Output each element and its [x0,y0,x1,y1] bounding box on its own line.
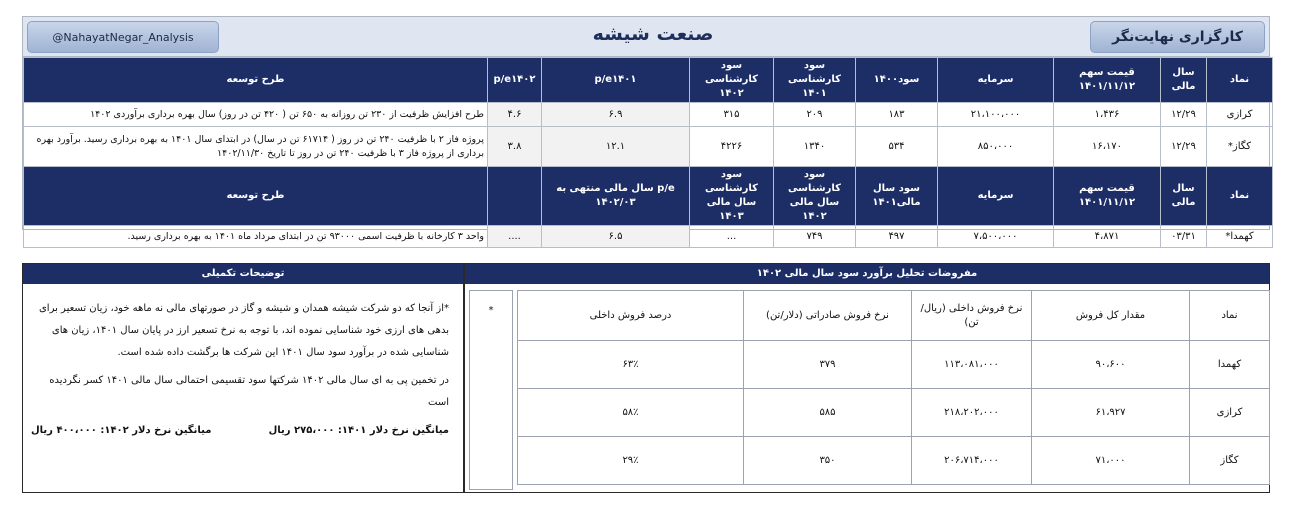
cell: ۱۲.۱ [542,127,690,167]
cell: ۱۱۳،۰۸۱،۰۰۰ [912,341,1032,389]
cell: کهمدا* [1207,226,1273,248]
cell: کهمدا [1190,341,1270,389]
cell: ۷۱،۰۰۰ [1032,437,1190,485]
cell: ۶.۹ [542,103,690,127]
cell: ... [690,226,774,248]
table-row [518,437,1270,485]
col-header: سود کارشناسی سال مالی ۱۴۰۳ [690,167,774,226]
col-header: قیمت سهم ۱۴۰۱/۱۱/۱۲ [1054,167,1161,226]
valuation-table [23,57,1273,248]
cell: ۷۴۹ [774,226,856,248]
cell: ۵۳۴ [856,127,938,167]
col-header: نماد [1190,291,1270,341]
cell: ۱۲/۲۹ [1161,103,1207,127]
col-header: p/e سال مالی منتهی به ۱۴۰۲/۰۳ [542,167,690,226]
table-row [24,127,1273,167]
table-row [518,341,1270,389]
cell: ۲۱،۱۰۰،۰۰۰ [938,103,1054,127]
table-row [24,103,1273,127]
cell: ۱۶،۱۷۰ [1054,127,1161,167]
rates-row [31,420,449,442]
col-header: طرح توسعه [24,167,488,226]
rate-1402: میانگین نرخ دلار ۱۴۰۲: ۴۰۰،۰۰۰ ریال [31,425,212,436]
cell: ۶۱،۹۲۷ [1032,389,1190,437]
notes-body [23,284,463,442]
handle-badge: @NahayatNegar_Analysis [27,21,219,53]
cell: کرازی [1190,389,1270,437]
table-row [24,226,1273,248]
cell: ۶۳٪ [518,341,744,389]
col-header: درصد فروش داخلی [518,291,744,341]
col-header: سال مالی [1161,58,1207,103]
col-header: سرمایه [938,167,1054,226]
cell: ۳۷۹ [744,341,912,389]
table-header-row [24,58,1273,103]
cell: ۳.۸ [488,127,542,167]
col-header: نماد [1207,58,1273,103]
cell: .... [488,226,542,248]
assumptions-panel [464,263,1270,493]
col-header: سال مالی [1161,167,1207,226]
cell: پروژه فاز ۲ با ظرفیت ۲۴۰ تن در روز ( ۶۱۷۱۴ تن در سال) در ابتدای سال ۱۴۰۱ به بهره برداری رسید. برآورد بهره برداری از پروژه فاز ۳ با ظرفیت ۲۴۰ تن در روز تا تاریخ ۱۴۰۲/۱۱/۳۰ [24,127,488,167]
notes-title: توضیحات تکمیلی [23,264,463,284]
col-header: سود کارشناسی ۱۴۰۲ [690,58,774,103]
col-header: سود کارشناسی ۱۴۰۱ [774,58,856,103]
table-header-row [24,167,1273,226]
col-header: p/e۱۴۰۱ [542,58,690,103]
cell: کرازی [1207,103,1273,127]
assumptions-title: مفروضات تحلیل برآورد سود سال مالی ۱۴۰۲ [465,264,1269,284]
firm-badge: کارگزاری نهایت‌نگر [1090,21,1265,53]
table-row [518,389,1270,437]
assumptions-table [517,290,1270,485]
top-panel [22,16,1270,242]
col-header: نماد [1207,167,1273,226]
cell: کگاز [1190,437,1270,485]
cell: ۴،۸۷۱ [1054,226,1161,248]
cell: ۵۸٪ [518,389,744,437]
col-header: سود سال مالی۱۴۰۱ [856,167,938,226]
notes-panel [22,263,464,493]
cell: ۱۸۳ [856,103,938,127]
cell: ۴۲۲۶ [690,127,774,167]
col-header: p/e۱۴۰۲ [488,58,542,103]
cell: ۲۹٪ [518,437,744,485]
cell: ۴۹۷ [856,226,938,248]
cell: ۵۸۵ [744,389,912,437]
col-header: طرح توسعه [24,58,488,103]
col-header: نرخ فروش داخلی (ریال/تن) [912,291,1032,341]
col-header [488,167,542,226]
note-paragraph: *از آنجا که دو شرکت شیشه همدان و شیشه و گاز در صورتهای مالی نه ماهه خود، زیان تسعیر برای بدهی های ارزی خود شناسایی نموده اند، با توجه به نرخ تسعیر ارز در پایان سال ۱۴۰۱، زیان های شناسایی شده در برآورد سود سال ۱۴۰۱ این شرکت ها برگشت داده شده است. [38,303,449,358]
col-header: سرمایه [938,58,1054,103]
cell: ۴.۶ [488,103,542,127]
cell: ۰۳/۳۱ [1161,226,1207,248]
col-header: مقدار کل فروش [1032,291,1190,341]
star-marker: * [469,290,513,490]
col-header: سود۱۴۰۰ [856,58,938,103]
cell: طرح افزایش ظرفیت از ۲۳۰ تن روزانه به ۶۵۰ تن ( ۴۲۰ تن در روز) سال بهره برداری برآوردی ۱۴۰۲ [24,103,488,127]
cell: ۱،۴۳۶ [1054,103,1161,127]
cell: ۳۱۵ [690,103,774,127]
cell: ۱۲/۲۹ [1161,127,1207,167]
col-header: قیمت سهم ۱۴۰۱/۱۱/۱۲ [1054,58,1161,103]
cell: ۸۵۰،۰۰۰ [938,127,1054,167]
cell: ۶.۵ [542,226,690,248]
page-title: صنعت شیشه [592,23,714,45]
cell: ۲۱۸،۲۰۲،۰۰۰ [912,389,1032,437]
col-header: نرخ فروش صادراتی (دلار/تن) [744,291,912,341]
cell: ۲۰۶،۷۱۴،۰۰۰ [912,437,1032,485]
note-paragraph: در تخمین پی به ای سال مالی ۱۴۰۲ شرکتها سود تقسیمی احتمالی سال مالی ۱۴۰۱ کسر نگردیده است [49,375,449,408]
cell: ۱۳۴۰ [774,127,856,167]
cell: ۹۰،۶۰۰ [1032,341,1190,389]
cell: واحد ۳ کارخانه با ظرفیت اسمی ۹۳۰۰۰ تن در ابتدای مرداد ماه ۱۴۰۱ به بهره برداری رسید. [24,226,488,248]
col-header: سود کارشناسی سال مالی ۱۴۰۲ [774,167,856,226]
cell: کگاز* [1207,127,1273,167]
cell: ۳۵۰ [744,437,912,485]
cell: ۲۰۹ [774,103,856,127]
table-header-row [518,291,1270,341]
title-bar [23,17,1269,57]
rate-1401: میانگین نرخ دلار ۱۴۰۱: ۲۷۵،۰۰۰ ریال [268,425,449,436]
cell: ۷،۵۰۰،۰۰۰ [938,226,1054,248]
